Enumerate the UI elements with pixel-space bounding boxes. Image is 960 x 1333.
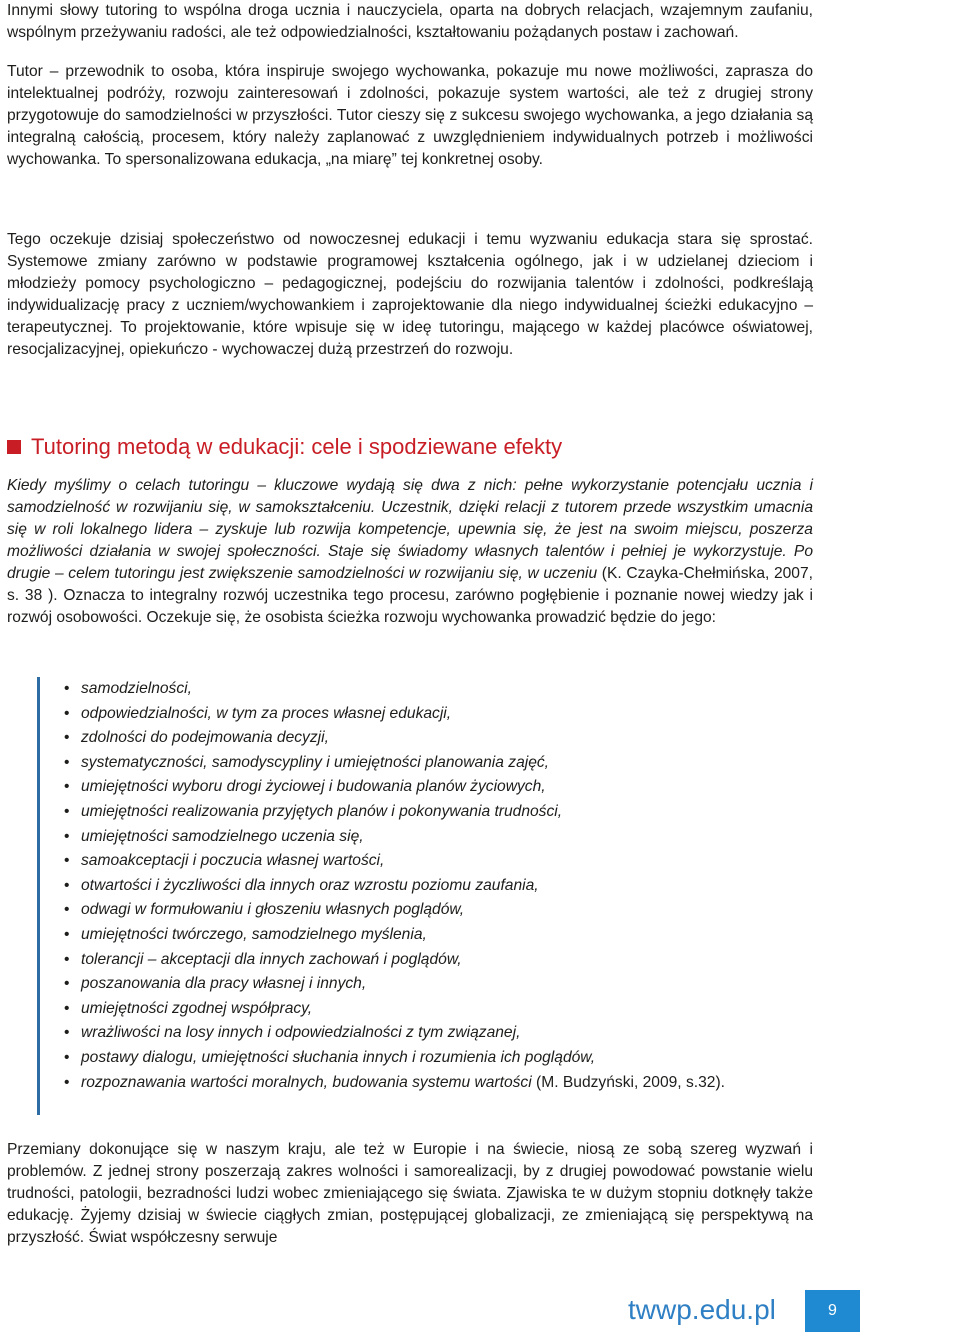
list-item: • umiejętności realizowania przyjętych planów i pokonywania trudności, xyxy=(64,800,814,825)
list-item-last xyxy=(64,1071,814,1096)
paragraph-goals-italic: Kiedy myślimy o celach tutoringu – kluczowe wydają się dwa z nich: pełne wykorzystanie potencjału ucznia i samodzielność w rozwijaniu się, w samokształceniu. Uczestnik, dzięki relacji z tutorem przede wszystkim umacnia się w roli lokalnego lidera – zyskuje lub rozwija kompetencje, upewnia się, że jest na swoim miejscu, poszerza możliwości działania w swojej społeczności. Staje się świadomy własnych talentów i pełniej je wykorzystuje. Po drugie – celem tutoringu jest zwiększenie samodzielności w rozwijaniu się, w uczeniu xyxy=(7,477,813,582)
list-item: • tolerancji – akceptacji dla innych zachowań i poglądów, xyxy=(64,948,814,973)
list-item: • umiejętności zgodnej współpracy, xyxy=(64,997,814,1022)
list-item: • samodzielności, xyxy=(64,677,814,702)
list-item-last-italic: rozpoznawania wartości moralnych, budowania systemu wartości xyxy=(81,1073,532,1091)
paragraph-goals-normal: (K. Czayka-Chełmińska, 2007, s. 38 ). Oznacza to integralny rozwój uczestnika tego procesu, zarówno pogłębienie i poznanie nowej wiedzy jak i rozwój osobowości. Oczekuje się, że osobista ścieżka rozwoju wychowanka prowadzić będzie do jego: xyxy=(7,565,813,626)
list-item: • postawy dialogu, umiejętności słuchania innych i rozumienia ich poglądów, xyxy=(64,1046,814,1071)
section-heading-text: Tutoring metodą w edukacji: cele i spodziewane efekty xyxy=(31,434,563,459)
list-item: • zdolności do podejmowania decyzji, xyxy=(64,726,814,751)
paragraph-intro: Innymi słowy tutoring to wspólna droga ucznia i nauczyciela, oparta na dobrych relacjach, wzajemnym zaufaniu, wspólnym przeżywaniu radości, ale też odpowiedzialności, kształtowaniu pożądanych postaw i zachowań. xyxy=(7,2,813,41)
list-item: • poszanowania dla pracy własnej i innych, xyxy=(64,972,814,997)
paragraph-changes: Przemiany dokonujące się w naszym kraju, ale też w Europie i na świecie, niosą ze sobą szereg wyzwań i problemów. Z jednej strony poszerzają zakres wolności i samorealizacji, by z drugiej powodować powstanie wielu trudności, patologii, bezradności ludzi wobec zmieniającego się świata. Zjawiska te w dużym stopniu dotknęły także edukację. Żyjemy dzisiaj w świecie ciągłych zmian, postępującej globalizacji, ze zmieniającą się perspektywą na przyszłość. Świat współczesny serwuje xyxy=(7,1141,813,1246)
list-item-last-citation: (M. Budzyński, 2009, s.32). xyxy=(531,1073,725,1091)
list-item: • samoakceptacji i poczucia własnej wartości, xyxy=(64,849,814,874)
list-item: • umiejętności samodzielnego uczenia się, xyxy=(64,825,814,850)
footer-website-link[interactable]: twwp.edu.pl xyxy=(628,1294,776,1325)
section-heading xyxy=(7,434,813,460)
list-item: • umiejętności wyboru drogi życiowej i budowania planów życiowych, xyxy=(64,775,814,800)
list-item: • odwagi w formułowaniu i głoszeniu własnych poglądów, xyxy=(64,898,814,923)
list-item: • umiejętności twórczego, samodzielnego myślenia, xyxy=(64,923,814,948)
paragraph-goals xyxy=(7,475,813,629)
paragraph-society-expectations: Tego oczekuje dzisiaj społeczeństwo od nowoczesnej edukacji i temu wyzwaniu edukacja stara się sprostać. Systemowe zmiany zarówno w podstawie programowej kształcenia ogólnego, jak i w udzielanej dzieciom i młodzieży pomocy psychologiczno – pedagogicznej, podejściu do rozwijania talentów i zdolności, podkreślają indywidualizację pracy z uczniem/wychowankiem i zaprojektowanie dla niego indywidualnej ścieżki edukacyjno – terapeutycznej. To projektowanie, które wpisuje się w ideę tutoringu, mającego w każdej placówce oświatowej, resocjalizacyjnej, opiekuńczo - wychowaczej dużą przestrzeń do rozwoju. xyxy=(7,231,813,358)
red-square-icon xyxy=(7,440,21,454)
outcomes-list xyxy=(64,677,814,1095)
paragraph-tutor-guide: Tutor – przewodnik to osoba, która inspiruje swojego wychowanka, pokazuje mu nowe możliwości, zaprasza do intelektualnej podróży, rozwoju zainteresowań i zdolności, pokazuje system wartości, ale też z drugiej strony przygotowuje do samodzielności w przyszłości. Tutor cieszy się z sukcesu swojego wychowanka, a jego działania są integralną całością, procesem, który należy zaplanować z uwzględnieniem indywidualnych potrzeb i możliwości wychowanka. To spersonalizowana edukacja, „na miarę” tej konkretnej osoby. xyxy=(7,63,813,168)
list-item: • systematyczności, samodyscypliny i umiejętności planowania zajęć, xyxy=(64,751,814,776)
list-item: • wrażliwości na losy innych i odpowiedzialności z tym związanej, xyxy=(64,1021,814,1046)
list-item: • otwartości i życzliwości dla innych oraz wzrostu poziomu zaufania, xyxy=(64,874,814,899)
page-number-badge: 9 xyxy=(805,1290,860,1332)
list-item: • odpowiedzialności, w tym za proces własnej edukacji, xyxy=(64,702,814,727)
list-accent-bar xyxy=(37,677,40,1115)
